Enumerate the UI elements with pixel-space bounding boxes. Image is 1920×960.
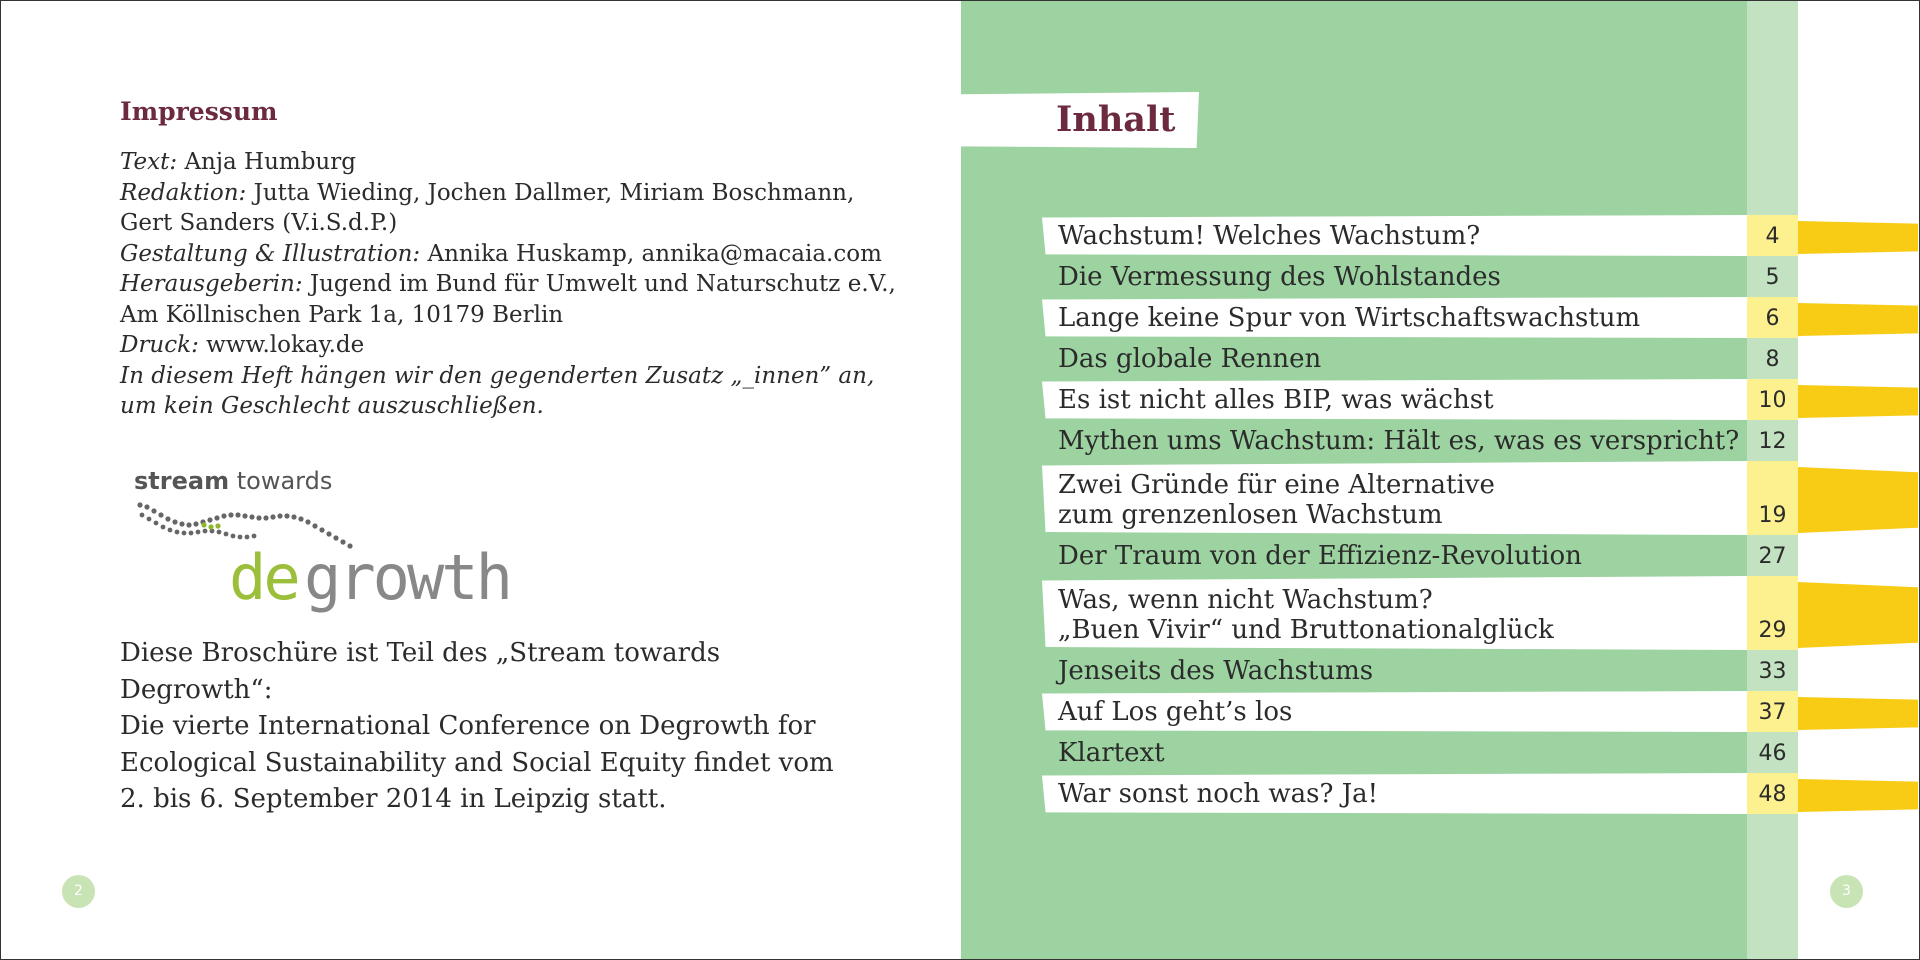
gender-note: In diesem Heft hängen wir den gegenderten Zusatz „_innen” an, [120, 362, 875, 389]
toc-entry-title: Auf Los geht’s los [1058, 697, 1293, 727]
conference-description [120, 635, 880, 818]
left-page [1, 1, 961, 959]
impressum-block [120, 147, 896, 422]
toc-entry-page: 12 [1758, 429, 1787, 454]
toc-entry-page: 8 [1765, 347, 1780, 372]
toc-entry-page: 6 [1765, 306, 1780, 331]
toc-entry-title: Klartext [1058, 738, 1165, 768]
toc-entry-title: Wachstum! Welches Wachstum? [1058, 221, 1481, 251]
toc-entry-page: 10 [1758, 388, 1787, 413]
toc-entry[interactable] [1042, 420, 1920, 461]
toc-entry-title: Der Traum von der Effizienz-Revolution [1058, 541, 1582, 571]
toc-entry-title: Lange keine Spur von Wirtschaftswachstum [1058, 303, 1641, 333]
inhalt-heading: Inhalt [1056, 99, 1176, 140]
impressum-line: Am Köllnischen Park 1a, 10179 Berlin [120, 301, 564, 328]
impressum-line: Gert Sanders (V.i.S.d.P.) [120, 210, 398, 236]
toc-entry[interactable] [1042, 338, 1920, 379]
toc-entry-title: War sonst noch was? Ja! [1058, 779, 1379, 809]
toc-entry[interactable] [1042, 215, 1920, 256]
description-line: Die vierte International Conference on Degrowth for [120, 711, 816, 741]
toc-entry[interactable] [1042, 535, 1920, 576]
toc-entry[interactable] [1042, 379, 1920, 420]
svg-text:growth: growth [304, 541, 510, 614]
page-number-right: 3 [1830, 875, 1863, 908]
impressum-line: Redaktion: Jutta Wieding, Jochen Dallmer, Miriam Boschmann, [120, 179, 855, 206]
toc-entry-page: 5 [1765, 265, 1780, 290]
toc-entry-page: 29 [1758, 618, 1787, 643]
yellow-tab [1798, 303, 1918, 336]
toc-entry-title: Jenseits des Wachstums [1058, 656, 1374, 686]
gender-note: um kein Geschlecht auszuschließen. [120, 393, 544, 419]
toc-entry-title: Das globale Rennen [1058, 344, 1322, 374]
toc-entry-page: 48 [1758, 782, 1787, 807]
yellow-tab [1798, 779, 1918, 812]
impressum-line: Text: Anja Humburg [120, 149, 356, 175]
impressum-line: Herausgeberin: Jugend im Bund für Umwelt und Naturschutz e.V., [120, 271, 896, 297]
toc-entry-page: 27 [1758, 544, 1787, 569]
impressum-line: Druck: www.lokay.de [120, 332, 365, 358]
yellow-tab [1798, 582, 1918, 648]
toc-entry[interactable] [1042, 732, 1920, 773]
right-page [961, 1, 1919, 959]
stream-towards-degrowth-logo [134, 467, 514, 627]
toc-entry[interactable] [1042, 256, 1920, 297]
logo-wordmark: stream towards [134, 467, 333, 495]
toc-entry[interactable] [1042, 691, 1920, 732]
description-line: Ecological Sustainability and Social Equity findet vom [120, 747, 834, 778]
logo-dotted-artwork [134, 499, 514, 627]
toc-entry[interactable] [1042, 461, 1920, 535]
yellow-tab [1798, 697, 1918, 730]
toc-entry[interactable] [1042, 297, 1920, 338]
toc-entry-title: Mythen ums Wachstum: Hält es, was es verspricht? [1058, 426, 1740, 456]
yellow-tab [1798, 221, 1918, 254]
toc-entry-page: 19 [1758, 503, 1787, 528]
toc-entry[interactable] [1042, 576, 1920, 650]
toc-entry[interactable] [1042, 650, 1920, 691]
impressum-heading: Impressum [120, 97, 278, 126]
yellow-tab [1798, 467, 1918, 533]
page-number-left: 2 [62, 875, 95, 908]
toc-entry-page: 33 [1758, 659, 1787, 684]
description-line: 2. bis 6. September 2014 in Leipzig statt. [120, 784, 667, 814]
description-line: Diese Broschüre ist Teil des „Stream towards Degrowth“: [120, 638, 721, 705]
yellow-tab [1798, 385, 1918, 418]
toc-entry-title: Was, wenn nicht Wachstum? „Buen Vivir“ und Bruttonationalglück [1058, 585, 1554, 645]
toc-entry-page: 4 [1765, 224, 1780, 249]
toc-entry-title: Die Vermessung des Wohlstandes [1058, 262, 1501, 292]
svg-text:de: de [229, 541, 298, 614]
impressum-line: Gestaltung & Illustration: Annika Huskamp, annika@macaia.com [120, 240, 882, 267]
toc-entry-title: Es ist nicht alles BIP, was wächst [1058, 385, 1494, 415]
toc-entry-page: 37 [1758, 700, 1787, 725]
toc-entry-title: Zwei Gründe für eine Alternative zum grenzenlosen Wachstum [1058, 470, 1495, 530]
toc-entry-page: 46 [1758, 741, 1787, 766]
toc-entry[interactable] [1042, 773, 1920, 814]
